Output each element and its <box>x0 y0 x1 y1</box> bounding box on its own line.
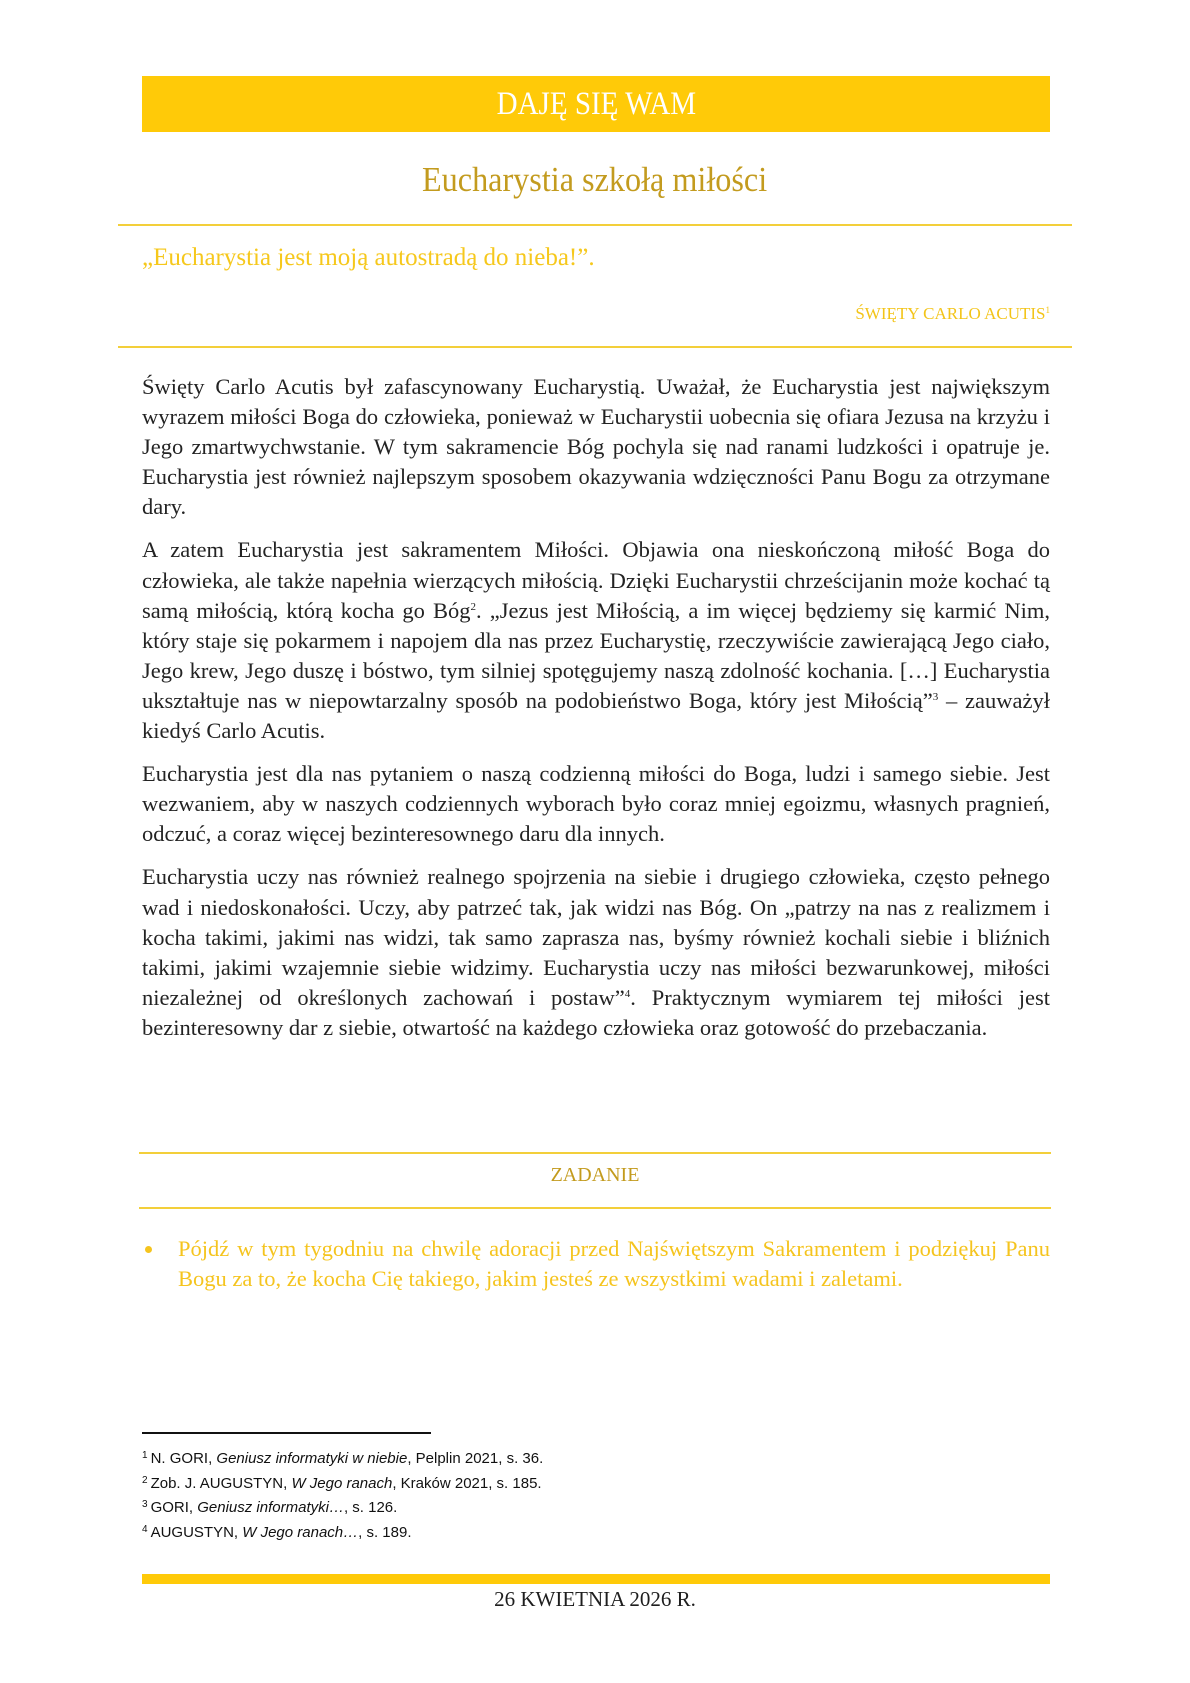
paragraph-2 <box>142 535 1050 746</box>
paragraph-3: Eucharystia jest dla nas pytaniem o naszą codzienną miłości do Boga, ludzi i samego siebie. Jest wezwaniem, aby w naszych codziennych wyborach było coraz mniej egoizmu, własnych pragnień, odczuć, a coraz więcej bezinteresownego daru dla innych. <box>142 761 1050 847</box>
footnote-3 <box>142 1496 543 1521</box>
epigraph-attribution <box>855 304 1050 324</box>
footnote-text: AUGUSTYN, <box>150 1524 243 1542</box>
header-banner <box>142 76 1050 132</box>
footnote-text: , s. 189. <box>358 1524 412 1542</box>
divider-epigraph-bottom <box>118 346 1072 348</box>
footer-bar <box>142 1574 1050 1584</box>
paragraph-2-part1: A zatem Eucharystia jest sakramentem Miłości. Objawia ona nieskończoną miłość Boga do człowieka, ale także napełnia wierzących miłością. Dzięki Eucharystii chrześcijanin może kochać tą samą miłością, którą kocha go Bóg <box>142 537 1050 623</box>
footnotes <box>142 1447 543 1546</box>
footnote-separator <box>142 1432 431 1434</box>
footnote-text: GORI, <box>150 1499 198 1517</box>
footnote-text: Zob. J. AUGUSTYN, <box>150 1474 292 1492</box>
footnote-title: Geniusz informatyki… <box>197 1499 344 1517</box>
banner-title: DAJĘ SIĘ WAM <box>496 85 696 122</box>
footnote-title: W Jego ranach <box>291 1474 393 1492</box>
paragraph-2-part2: . „Jezus jest Miłością, a im więcej będziemy się karmić Nim, który staje się pokarmem i napojem dla nas przez Eucharystię, rzeczywiście zawierającą Jego ciało, Jego krew, Jego duszę i bóstwo, tym silniej spotęgujemy naszą zdolność kochania. […] Eucharystia ukształtuje nas w niepowtarzalny sposób na podobieństwo Boga, który jest Miłością” <box>142 597 1050 713</box>
footer-date: 26 KWIETNIA 2026 R. <box>494 1587 696 1611</box>
footnote-number: 1 <box>142 1450 148 1461</box>
footnote-text: , Pelplin 2021, s. 36. <box>407 1450 544 1467</box>
footnote-number: 4 <box>142 1524 148 1536</box>
paragraph-4-part1: Eucharystia uczy nas również realnego spojrzenia na siebie i drugiego człowieka, często pełnego wad i niedoskonałości. Uczy, aby patrzeć tak, jak widzi nas Bóg. On „patrzy na nas z realizmem i kocha takimi, jakimi nas widzi, tak samo zaprasza nas, byśmy również kochali siebie i bliźnich takimi, jakimi wzajemnie siebie widzimy. Eucharystia uczy nas miłości bezwarunkowej, miłości niezależnej od określonych zachowań i postaw” <box>142 864 1050 1010</box>
footnote-4 <box>142 1521 543 1546</box>
footnote-title: W Jego ranach… <box>242 1524 359 1542</box>
bullet-icon <box>142 1234 178 1294</box>
footnote-ref-2[interactable]: 2 <box>470 600 477 613</box>
page-title <box>0 160 1190 200</box>
paragraph-1: Święty Carlo Acutis był zafascynowany Eucharystią. Uważał, że Eucharystia jest największym wyrazem miłości Boga do człowieka, ponieważ w Eucharystii uobecnia się ofiara Jezusa na krzyżu i Jego zmartwychwstanie. W tym sakramencie Bóg pochyla się nad ranami ludzkości i opatruje je. Eucharystia jest również najlepszym sposobem okazywania wdzięczności Panu Bogu za otrzymane dary. <box>142 374 1050 520</box>
divider-top <box>118 224 1072 226</box>
epigraph-quote: „Eucharystia jest moją autostradą do nieba!”. <box>142 244 595 271</box>
footnote-text: , Kraków 2021, s. 185. <box>392 1474 542 1492</box>
footnote-text: N. GORI, <box>150 1450 217 1467</box>
footnote-number: 3 <box>142 1499 148 1511</box>
attribution-text: ŚWIĘTY CARLO ACUTIS <box>855 304 1046 323</box>
task-list-item <box>142 1234 1050 1294</box>
task-heading: ZADANIE <box>550 1164 640 1186</box>
footnote-ref-1[interactable]: 1 <box>1045 305 1050 315</box>
divider-task-top <box>139 1152 1051 1154</box>
divider-task-bottom <box>139 1207 1051 1209</box>
paragraph-2-part3: – zauważył kiedyś Carlo Acutis. <box>142 687 1050 744</box>
footnote-text: , s. 126. <box>343 1499 398 1517</box>
footnote-title: Geniusz informatyki w niebie <box>216 1450 408 1467</box>
article-body <box>142 372 1050 1056</box>
footnote-ref-4[interactable]: 4 <box>624 987 631 1000</box>
footnote-2 <box>142 1472 543 1497</box>
page-title-text: Eucharystia szkołą miłości <box>422 160 768 199</box>
footnote-1 <box>142 1447 543 1472</box>
footnote-number: 2 <box>142 1474 148 1486</box>
paragraph-4 <box>142 862 1050 1043</box>
footnote-ref-3[interactable]: 3 <box>932 690 939 703</box>
paragraph-4-part2: . Praktycznym wymiarem tej miłości jest bezinteresowny dar z siebie, otwartość na każdego człowieka oraz gotowość do przebaczania. <box>142 984 1050 1040</box>
task-text: Pójdź w tym tygodniu na chwilę adoracji przed Najświętszym Sakramentem i podziękuj Panu Bogu za to, że kocha Cię takiego, jakim jesteś ze wszystkimi wadami i zaletami. <box>178 1236 1050 1291</box>
